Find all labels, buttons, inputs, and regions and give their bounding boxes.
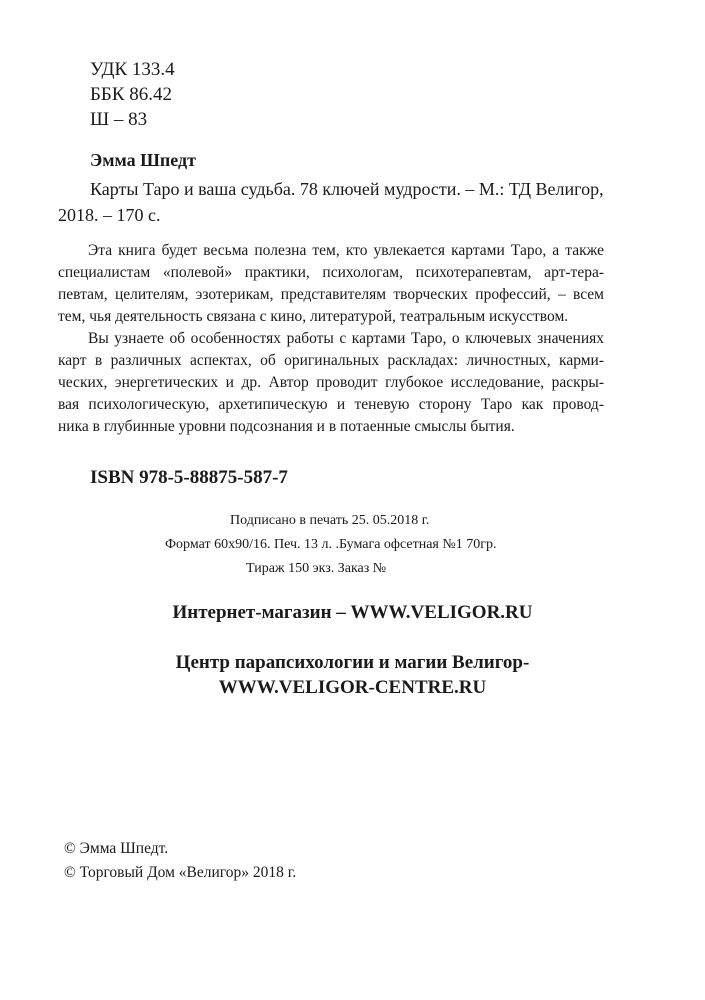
imprint-format: Формат 60х90/16. Печ. 13 л. .Бумага офсетная №1 70гр. [165, 537, 497, 552]
bbk-code: ББК 86.42 [90, 84, 172, 105]
biblio-line-1: Карты Таро и ваша судьба. 78 ключей мудрости. – М.: ТД Велигор, [90, 179, 604, 199]
isbn-number: ISBN 978-5-88875-587-7 [90, 467, 288, 488]
annotation-line: тем, чья деятельность связана с кино, литературой, театральным искусством. [58, 308, 569, 325]
annotation-paragraph-2 [58, 328, 604, 438]
imprint-signed: Подписано в печать 25. 05.2018 г. [230, 513, 430, 528]
imprint-print-run: Тираж 150 экз. Заказ № [246, 561, 387, 576]
udk-code: УДК 133.4 [90, 59, 175, 80]
center-title: Центр парапсихологии и магии Велигор- [175, 652, 530, 673]
copyright-author: © Эмма Шпедт. [64, 840, 169, 857]
annotation-line: Вы узнаете об особенностях работы с картами Таро, о ключевых значениях [88, 330, 604, 347]
annotation-line: Эта книга будет весьма полезна тем, кто увлекается картами Таро, а также [88, 242, 604, 259]
copyright-publisher: © Торговый Дом «Велигор» 2018 г. [64, 864, 297, 881]
center-link[interactable]: WWW.VELIGOR-CENTRE.RU [218, 677, 487, 698]
annotation-paragraph-1 [58, 240, 604, 328]
author-mark: Ш – 83 [90, 109, 148, 130]
annotation-line: ника в глубинные уровни подсознания и в потаенные смыслы бытия. [58, 418, 515, 435]
annotation-line: ческих, энергетических и др. Автор проводит глубокое исследование, раскры- [58, 374, 604, 391]
annotation-line: вая психологическую, архетипическую и теневую сторону Таро как провод- [58, 396, 604, 413]
annotation-line: певтам, целителям, эзотерикам, представителям творческих профессий, – всем [58, 286, 604, 303]
author-name: Эмма Шпедт [90, 150, 196, 170]
biblio-line-2: 2018. – 170 с. [58, 205, 161, 225]
annotation-line: специалистам «полевой» практики, психологам, психотерапевтам, арт-тера- [58, 264, 604, 281]
annotation-line: карт в различных аспектах, об оригинальных раскладах: личностных, карми- [58, 352, 604, 369]
shop-link[interactable]: Интернет-магазин – WWW.VELIGOR.RU [172, 602, 533, 623]
